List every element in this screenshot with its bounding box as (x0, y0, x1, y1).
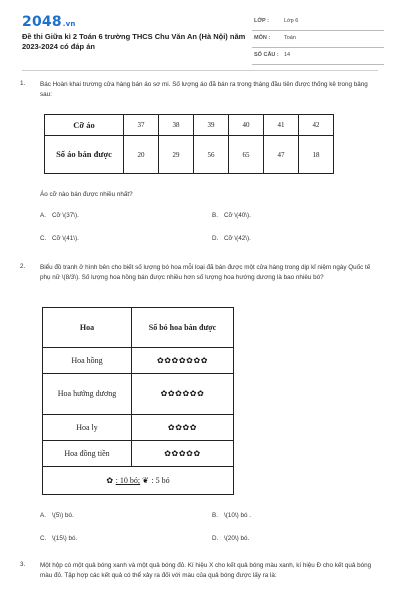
table-cell: 47 (264, 136, 299, 174)
table-cell: 56 (194, 136, 229, 174)
option-text: Cỡ \(42\). (224, 235, 251, 242)
q2-text: Biểu đồ tranh ở hình bên cho biết số lượng bó hoa mỗi loại đã bán được một cửa hàng trong dịp kỉ niệm ngày Quốc tế phụ nữ \(8/3\). Số lượng hoa hồng bán được nhiều hơn số lượng hoa hướng dương là bao nhiêu bó? (40, 264, 371, 281)
option-text: Cỡ \(37\). (52, 212, 79, 219)
option-letter: D. (212, 235, 219, 242)
page-title: Đề thi Giữa kì 2 Toán 6 trường THCS Chu Văn An (Hà Nội) năm 2023-2024 có đáp án (22, 32, 246, 51)
pictograph-legend (43, 466, 234, 494)
meta-row-subject (252, 31, 384, 48)
flower-name: Hoa ly (43, 414, 132, 440)
meta-value: 14 (284, 52, 291, 58)
q2-option-c[interactable] (40, 535, 77, 542)
option-letter: A. (40, 212, 46, 219)
meta-row-class (252, 14, 384, 31)
table-row (43, 414, 234, 440)
flower-icon: ✿ (106, 475, 114, 485)
table-row (43, 440, 234, 466)
flower-stars: ✿✿✿✿✿✿✿ (132, 348, 234, 374)
brand-suffix: .vn (62, 20, 76, 28)
option-letter: D. (212, 535, 219, 542)
q2-option-b[interactable] (212, 512, 251, 519)
legend-text: : 10 bó; (115, 475, 141, 485)
meta-key: SỐ CÂU : (254, 52, 279, 58)
option-text: Cỡ \(40\). (224, 212, 251, 219)
table-cell: 39 (194, 115, 229, 136)
table-row (43, 308, 234, 348)
half-flower-icon: ❦ (142, 475, 150, 485)
flower-stars: ✿✿✿✿✿ (132, 440, 234, 466)
option-text: \(10\) bó . (224, 512, 251, 519)
meta-row-count (252, 48, 384, 65)
q1-question: Áo cỡ nào bán được nhiều nhất? (40, 191, 133, 198)
option-letter: B. (212, 212, 218, 219)
flower-name: Hoa hướng dương (43, 374, 132, 414)
flower-name: Hoa đồng tiền (43, 440, 132, 466)
option-letter: A. (40, 512, 46, 519)
q1-option-b[interactable] (212, 212, 251, 219)
q1-option-d[interactable] (212, 235, 251, 242)
q2-number: 2. (20, 263, 26, 270)
flower-stars: ✿✿✿✿✿✿ (132, 374, 234, 414)
legend-text-2: : 5 bó (151, 475, 170, 485)
table-cell: 41 (264, 115, 299, 136)
table-cell: 40 (229, 115, 264, 136)
q2-head-count: Số bó hoa bán được (132, 308, 234, 348)
meta-key: LỚP : (254, 18, 269, 24)
table-cell: 42 (299, 115, 334, 136)
table-cell: 18 (299, 136, 334, 174)
table-cell: 65 (229, 136, 264, 174)
header (0, 0, 400, 64)
flower-stars: ✿✿✿✿ (132, 414, 234, 440)
meta-value: Lớp 6 (284, 18, 299, 24)
option-text: \(15\) bó. (52, 535, 78, 542)
option-text: \(20\) bó. (224, 535, 250, 542)
q1-table (44, 114, 334, 174)
table-row (43, 348, 234, 374)
meta-key: MÔN : (254, 35, 271, 41)
meta-value: Toán (284, 35, 296, 41)
header-divider (22, 70, 378, 71)
table-cell: 20 (124, 136, 159, 174)
table-cell: 29 (159, 136, 194, 174)
q1-number: 1. (20, 80, 26, 87)
q1-row1-head: Cỡ áo (45, 115, 124, 136)
table-row (45, 115, 334, 136)
brand-text: 2048 (22, 14, 62, 30)
q1-option-a[interactable] (40, 212, 79, 219)
q1-option-c[interactable] (40, 235, 79, 242)
q2-option-a[interactable] (40, 512, 74, 519)
q2-pictograph (42, 307, 234, 495)
meta-info (252, 14, 384, 65)
option-letter: C. (40, 535, 47, 542)
q2-head-flower: Hoa (43, 308, 132, 348)
table-cell: 38 (159, 115, 194, 136)
table-row (43, 374, 234, 414)
q1-row2-head: Số áo bán được (45, 136, 124, 174)
option-text: \(5\) bó. (52, 512, 74, 519)
q2-option-d[interactable] (212, 535, 249, 542)
table-row (43, 466, 234, 494)
q3-text: Một hộp có một quả bóng xanh và một quả bóng đỏ. Kí hiệu X cho kết quả bóng màu xanh, kí hiệu Đ cho kết quả bóng màu đỏ. Tập hợp các kết quả có thể xảy ra đối với màu của quả bóng được lấy ra là: (40, 562, 372, 579)
option-letter: B. (212, 512, 218, 519)
q3-number: 3. (20, 561, 26, 568)
q1-text: Bác Hoàn khai trương cửa hàng bán áo sơ mi. Số lượng áo đã bán ra trong tháng đầu tiên được thống kê trong bảng sau: (40, 81, 368, 98)
table-row (45, 136, 334, 174)
option-letter: C. (40, 235, 47, 242)
brand-logo[interactable] (22, 14, 76, 30)
table-cell: 37 (124, 115, 159, 136)
option-text: Cỡ \(41\). (52, 235, 79, 242)
flower-name: Hoa hồng (43, 348, 132, 374)
